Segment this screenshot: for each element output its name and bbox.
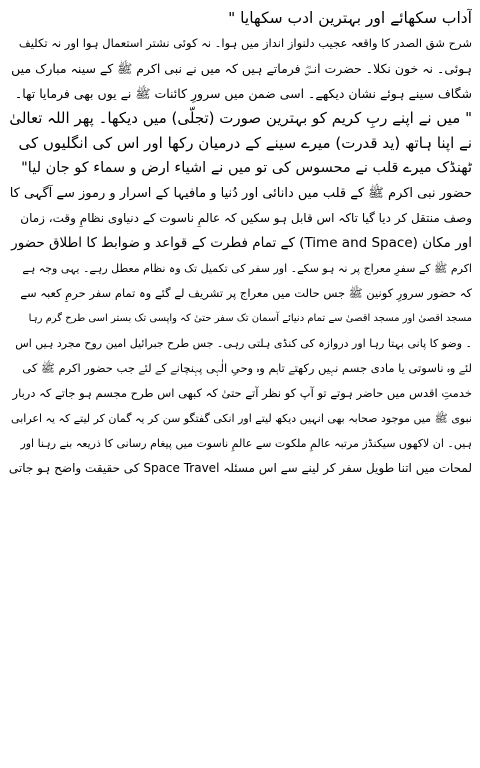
hadith-closing-line: آداب سکھائے اور بہترین ادب سکھایا " [228, 9, 472, 27]
text-line: ہوئی۔ نہ خون نکلا۔ حضرت انسؓ فرماتے ہیں کہ میں نے نبی اکرم ﷺ کے سینہ مبارک میں [11, 61, 472, 76]
text-line: خدمتِ اقدس میں حاضر ہوتے تو آپ کو نظر آتے حتیٰ کہ کبھی اس طرح مجسم ہو جاتے کہ دربار [12, 386, 472, 400]
text-line: لمحات میں اتنا طویل سفر کر لینے سے اس مسئلہ Space Travel کی حقیقت واضح ہو جاتی [8, 461, 472, 475]
text-line: اور مکان (Time and Space) کے تمام فطرت کے قواعد و ضوابط کا اطلاق حضور [11, 235, 472, 251]
quote-line: " میں نے اپنے ربِ کریم کو بہترین صورت (تجلّی) میں دیکھا۔ پھر اللہ تعالیٰ [9, 109, 472, 127]
text-line: کہ حضور سرورِ کونین ﷺ جس حالت میں معراج پر تشریف لے گئے وہ تمام سفر حرمِ کعبہ سے [20, 286, 472, 300]
text-line: ۔ وضو کا پانی بہتا رہا اور دروازہ کی کنڈی ہلتی رہی۔ جس طرح جبرائیل امین روح مجرد ہیں اس [15, 337, 472, 350]
text-line: شرح شق الصدر کا واقعہ عجیب دلنواز انداز میں ہوا۔ نہ کوئی نشتر استعمال ہوا اور نہ تکلیف [18, 36, 472, 50]
text-line: لئے وہ ناسوتی یا مادی جسم نہیں رکھتے تاہم وہ وحیِ الٰہی پہنچانے کے لئے جب حضور اکرم ﷺ کی [22, 361, 472, 375]
text-line: حضور نبی اکرم ﷺ کے قلب میں دانائی اور دُنیا و مافیہا کے اسرار و رموز سے آگہی کا [9, 186, 472, 201]
text-line: شگاف سینے ہوئے نشان دیکھے۔ اسی ضمن میں سرورِ کائنات ﷺ نے یوں بھی فرمایا تھا۔ [14, 86, 472, 101]
text-line: وصف منتقل کر دیا گیا تاکہ اس قابل ہو سکیں کہ عالمِ ناسوت کے دنیاوی نظامِ وقت، زمان [20, 211, 472, 225]
text-line: ہیں۔ ان لاکھوں سیکنڈز مرتبہ عالمِ ملکوت سے عالمِ ناسوت میں پیغام رسانی کا ذریعہ بنے رہنا اور [20, 437, 472, 450]
text-line: مسجد اقصیٰ اور مسجد اقصیٰ سے تمام دنیائے آسمان تک سفر حتیٰ کہ واپسی تک بستر اسی طرح گرم رہا [28, 313, 472, 324]
text-line: نبوی ﷺ میں موجود صحابہ بھی انہیں دیکھ لیتے اور انکی گفتگو سن کر یہ گمان کر لیتے کہ یہ اعرابی [11, 412, 472, 425]
document-body [8, 6, 472, 481]
quote-line: ٹھنڈک میرے قلب نے محسوس کی تو میں نے اشیاء ارض و سماء کو جان لیا" [21, 160, 472, 176]
quote-line: نے اپنا ہاتھ (ید قدرت) میرے سینے کے درمیان رکھا اور اس کی انگلیوں کی [18, 134, 472, 152]
text-line: اکرم ﷺ کے سفرِ معراج پر نہ ہو سکے۔ اور سفر کی تکمیل تک وہ نظام معطل رہے۔ یہی وجہ ہے [22, 262, 472, 275]
